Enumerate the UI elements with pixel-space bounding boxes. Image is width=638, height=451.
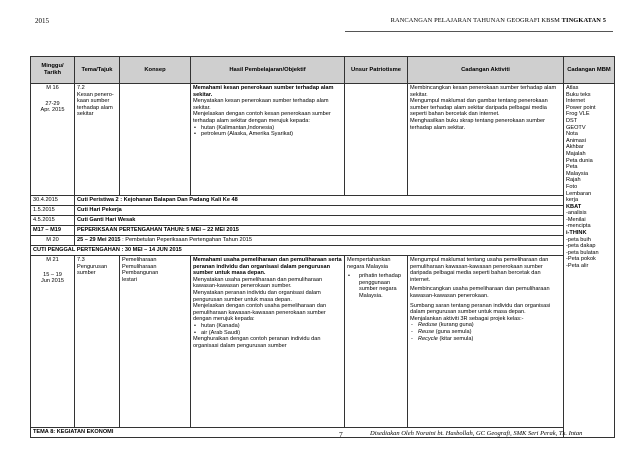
- holiday-text: Cuti Peristiwa 2 : Kejohanan Balapan Dan Padang Kali Ke 48: [75, 196, 564, 206]
- cell-aktiviti-m21: [408, 256, 564, 428]
- exam-text: PEPERIKSAAN PERTENGAHAN TAHUN: 5 MEI – 22 MEI 2015: [75, 226, 564, 236]
- table-header-row: [31, 57, 615, 84]
- konsep-line: Pemuliharaan: [122, 263, 157, 270]
- week-month: Apr. 2015: [40, 107, 65, 114]
- mbm-item: -Peta pokok: [566, 256, 596, 263]
- aktiviti-3r-gloss: (guna semula): [435, 328, 472, 335]
- cell-unsur-m21: [345, 256, 408, 428]
- holiday-date: 1.5.2015: [31, 206, 75, 216]
- col-header-konsep: Konsep: [120, 57, 191, 84]
- tema8-text: TEMA 8: KEGIATAN EKONOMI: [31, 428, 615, 438]
- cell-konsep-m16: [120, 84, 191, 196]
- mbm-item-ithink: i-THINK: [566, 230, 587, 237]
- week-dates: 27-29: [45, 100, 60, 107]
- page-number: 7: [339, 430, 343, 439]
- konsep-line: Pemeliharaan: [122, 257, 157, 263]
- aktiviti-3r-gloss: (kitar semula): [439, 335, 474, 342]
- aktiviti-3r-term: Recycle: [418, 335, 438, 342]
- review-dates: 25 – 29 Mei 2015: [77, 237, 121, 243]
- col-header-minggu: Minggu/ Tarikh: [31, 57, 75, 84]
- tema-line: 7.3: [77, 257, 85, 263]
- review-week: M 20: [31, 236, 75, 246]
- mbm-item: Foto: [566, 183, 578, 190]
- aktiviti-3r-item: [410, 329, 561, 336]
- table-row-m21: [31, 256, 615, 428]
- cell-konsep-m21: [120, 256, 191, 428]
- hasil-text: Menghuraikan dengan contoh peranan individu dan organisasi dalam pengurusan sumber: [193, 336, 321, 349]
- hasil-heading: Memahami kesan penerokaan sumber terhadap alam sekitar.: [193, 85, 334, 98]
- mbm-item: -Peta alir: [566, 263, 589, 270]
- tema-line: sumber: [77, 270, 96, 277]
- footer-credit: Disediakan Oleh Noraini bt. Hasbollah, GC Geografi, SMK Seri Perak, Tk. Intan: [370, 430, 583, 437]
- hasil-bullet: • air (Arab Saudi): [193, 330, 342, 337]
- tema-line: 7.2: [77, 85, 85, 91]
- mbm-item: GEOTV: [566, 124, 586, 131]
- mbm-item: -peta dakap: [566, 243, 596, 250]
- mbm-item: Peta: [566, 164, 578, 171]
- mbm-item: Malaysia: [566, 170, 589, 177]
- mbm-item: Lembaran: [566, 190, 592, 197]
- header-year: 2015: [35, 17, 49, 25]
- tema-line: sekitar: [77, 111, 94, 118]
- week-dates: 15 – 19: [43, 271, 62, 278]
- tema-line: kaan sumber: [77, 98, 110, 105]
- hasil-bullet: • petroleum (Alaska, Amerika Syarikat): [193, 131, 342, 138]
- cell-tema-m21: [75, 256, 120, 428]
- lesson-plan-table: [30, 56, 615, 438]
- holiday-row: [31, 196, 615, 206]
- holiday-date: 4.5.2015: [31, 216, 75, 226]
- cell-unsur-m16: [345, 84, 408, 196]
- review-row: [31, 236, 615, 246]
- mbm-item: Majalah: [566, 150, 586, 157]
- holiday-text: Cuti Hari Pekerja: [75, 206, 564, 216]
- konsep-line: Pembangunan: [122, 270, 159, 277]
- hasil-text: Menjelaskan dengan contoh usaha pemeliharaan dan pemuliharaan kawasan-kawasan penerokaan sumber dengan merujuk kepada:: [193, 303, 327, 323]
- tema-line: Pengurusan: [77, 263, 108, 270]
- cell-week-m16: [31, 84, 75, 196]
- exam-week: M17 – M19: [31, 226, 75, 236]
- mbm-item: Animasi: [566, 137, 586, 144]
- mbm-item: Peta dunia: [566, 157, 593, 164]
- mbm-item: Akhbar: [566, 144, 584, 151]
- header-title-bold: TINGKATAN 5: [561, 17, 606, 24]
- holiday-text: Cuti Ganti Hari Wesak: [75, 216, 564, 226]
- week-label: M 21: [46, 257, 59, 263]
- cell-week-m21: [31, 256, 75, 428]
- aktiviti-text: Sumbang saran tentang peranan individu dan organisasi dalam pengurusan sumber untuk masa depan.: [410, 302, 551, 316]
- mbm-item: Internet: [566, 98, 585, 105]
- mbm-item: Frog VLE: [566, 111, 590, 118]
- cell-hasil-m21: [191, 256, 345, 428]
- hasil-bullet: • hutan (Kalimantan,Indonesia): [193, 125, 342, 132]
- week-month: Jun 2015: [40, 278, 65, 285]
- tema-line: terhadap alam: [77, 104, 113, 111]
- col-header-mbm: Cadangan MBM: [564, 57, 615, 84]
- header-title-plain: RANCANGAN PELAJARAN TAHUNAN GEOGRAFI KBSM: [390, 17, 560, 24]
- hasil-bullet: • hutan (Kanada): [193, 323, 342, 330]
- col-header-tema: Tema/Tajuk: [75, 57, 120, 84]
- mbm-item: Atlas: [566, 85, 579, 91]
- cell-mbm: [564, 84, 615, 438]
- mbm-item: -analisis: [566, 210, 587, 217]
- hasil-text: Menyatakan kesan penerokaan sumber terhadap alam sekitar.: [193, 98, 329, 111]
- aktiviti-text: Mengumpul maklumat tentang usaha pemeliharaan dan pemuliharaan kawasan-kawasan penerokaan sumber daripada pelbagai media seperti bahan bercetak dan internet.: [410, 257, 549, 283]
- mbm-item: kerja: [566, 197, 579, 204]
- mbm-item: -peta buih: [566, 236, 591, 243]
- header-title: [391, 17, 606, 24]
- aktiviti-text: Menjalankan aktiviti 3R sebagai projek kelas:-: [410, 315, 524, 322]
- mbm-item: -mencipta: [566, 223, 591, 230]
- aktiviti-text: Mengumpul maklumat dan gambar tentang penerokaan sumber terhadap alam sekitar daripada pelbagai media seperti bahan bercetak dan internet.: [410, 98, 548, 118]
- mbm-item: -peta bulatan: [566, 249, 599, 256]
- unsur-text: Mempertahankan negara Malaysia: [347, 257, 391, 270]
- cell-aktiviti-m16: [408, 84, 564, 196]
- mbm-item-kbat: KBAT: [566, 203, 582, 210]
- header-rule: [345, 31, 613, 32]
- midterm-break-row: [31, 246, 615, 256]
- holiday-row: [31, 216, 615, 226]
- aktiviti-text: Membincangkan kesan penerokaan sumber terhadap alam sekitar.: [410, 85, 557, 98]
- col-header-cadangan: Cadangan Aktiviti: [408, 57, 564, 84]
- hasil-text: Menyatakan peranan individu dan organisasi dalam pengurusan sumber untuk masa depan.: [193, 289, 321, 303]
- col-header-unsur: Unsur Patriotisme: [345, 57, 408, 84]
- mbm-item: Rajah: [566, 177, 581, 184]
- aktiviti-3r-term: Reuse: [418, 328, 435, 335]
- hasil-heading: Memahami usaha pemeliharaan dan pemuliharaan serta peranan individu dan organisasi dalam pengurusan sumber untuk masa depan.: [193, 257, 342, 277]
- konsep-line: lestari: [122, 276, 137, 283]
- midterm-break-text: CUTI PENGGAL PERTENGAHAN : 30 MEI – 14 JUN 2015: [31, 246, 564, 256]
- table-row-m16: [31, 84, 615, 196]
- mbm-item: Power point: [566, 104, 596, 111]
- hasil-text: Menjelaskan dengan contoh kesan penerokaan sumber terhadap alam sekitar dengan merujuk kepada:: [193, 111, 331, 124]
- exam-row: [31, 226, 615, 236]
- aktiviti-3r-gloss: (kurang guna): [438, 322, 474, 329]
- holiday-date: 30.4.2015: [31, 196, 75, 206]
- aktiviti-3r-term: Reduse: [418, 322, 438, 329]
- mbm-item: DST: [566, 117, 578, 124]
- week-label: M 16: [46, 85, 59, 91]
- aktiviti-3r-item: [410, 322, 561, 329]
- aktiviti-text: Membincangkan usaha pemeliharaan dan pemuliharaan kawasan-kawasan penerokaan.: [410, 286, 550, 299]
- tema-line: Kesan penero-: [77, 91, 114, 98]
- cell-tema-m16: [75, 84, 120, 196]
- hasil-text: Menyatakan usaha pemeliharaan dan pemuliharaan kawasan-kawasan penerokaan sumber.: [193, 276, 323, 290]
- cell-hasil-m16: [191, 84, 345, 196]
- mbm-item: Nota: [566, 131, 578, 138]
- unsur-bullet: • prihatin terhadap penggunaan sumber negara Malaysia.: [347, 273, 405, 299]
- col-header-hasil: Hasil Pembelajaran/Objektif: [191, 57, 345, 84]
- holiday-row: [31, 206, 615, 216]
- aktiviti-3r-item: [410, 336, 561, 343]
- review-text: : Pembetulan Peperiksaan Pertengahan Tahun 2015: [122, 237, 253, 243]
- mbm-item: -Menilai: [566, 216, 586, 223]
- review-cell: [75, 236, 564, 246]
- aktiviti-text: Menghasilkan buku skrap tentang penerokaan sumber terhadap alam sekitar.: [410, 117, 545, 131]
- mbm-item: Buku teks: [566, 91, 591, 98]
